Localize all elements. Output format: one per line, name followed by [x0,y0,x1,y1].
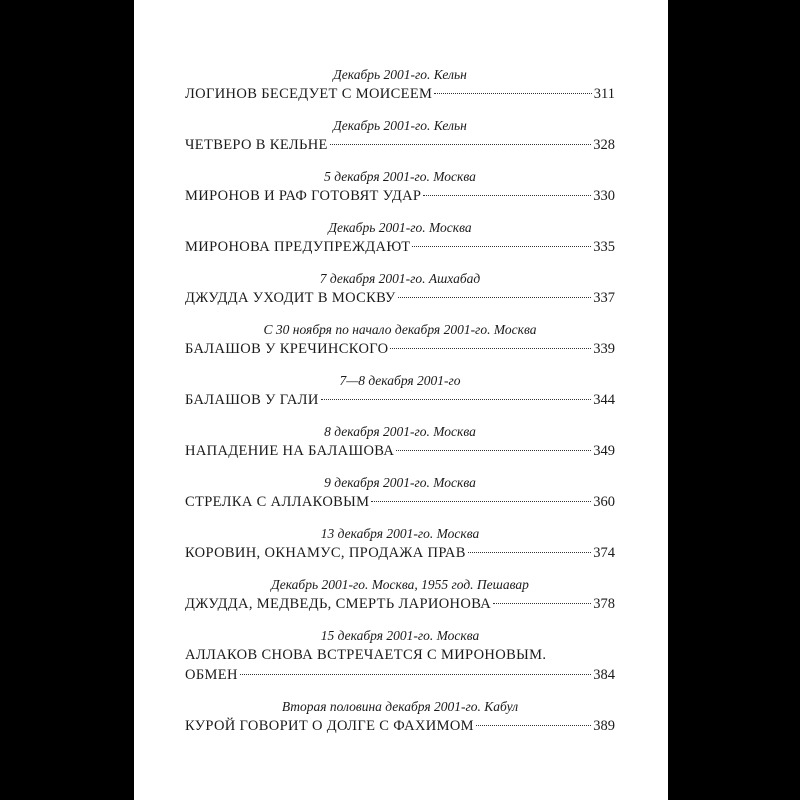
toc-entry-dateline: Декабрь 2001-го. Кельн [333,67,467,82]
toc-leader-dots [396,450,591,451]
toc-entry[interactable] [185,66,615,104]
toc-leader-dots [468,552,591,553]
toc-entry-title: ЧЕТВЕРО В КЕЛЬНЕ [185,137,328,153]
toc-entry-row [185,288,615,308]
toc-leader-dots [330,144,592,145]
toc-entry-page: 349 [593,443,615,459]
toc-entry-page: 328 [593,137,615,153]
toc-entry-row [185,716,615,736]
toc-leader-dots [240,674,591,675]
right-black-margin [668,0,800,800]
toc-entry-title: МИРОНОВА ПРЕДУПРЕЖДАЮТ [185,239,411,255]
toc-entry-title: БАЛАШОВ У КРЕЧИНСКОГО [185,341,389,357]
toc-entry-dateline: Декабрь 2001-го. Кельн [333,118,467,133]
toc-entry-page: 389 [593,718,615,734]
toc-entry[interactable] [185,270,615,308]
toc-entry-dateline: Декабрь 2001-го. Москва [328,220,472,235]
toc-entry[interactable] [185,423,615,461]
toc-entry-title: НАПАДЕНИЕ НА БАЛАШОВА [185,443,395,459]
toc-leader-dots [321,399,592,400]
toc-leader-dots [371,501,591,502]
toc-entry-row [185,594,615,614]
toc-entry-page: 344 [593,392,615,408]
toc-entry-page: 384 [593,667,615,683]
toc-entry-title: МИРОНОВ И РАФ ГОТОВЯТ УДАР [185,188,422,204]
table-of-contents [185,66,615,749]
toc-entry[interactable] [185,627,615,685]
toc-entry-title: ДЖУДДА УХОДИТ В МОСКВУ [185,290,396,306]
book-page [134,0,668,800]
toc-entry[interactable] [185,117,615,155]
toc-entry-title: ЛОГИНОВ БЕСЕДУЕТ С МОИСЕЕМ [185,86,433,102]
toc-entry[interactable] [185,525,615,563]
toc-entry-row [185,441,615,461]
toc-leader-dots [390,348,591,349]
toc-entry-title: ОБМЕН [185,667,238,683]
toc-entry[interactable] [185,372,615,410]
toc-leader-dots [476,725,591,726]
toc-leader-dots [434,93,591,94]
toc-entry-dateline: 7—8 декабря 2001-го [339,373,461,388]
toc-entry[interactable] [185,576,615,614]
toc-leader-dots [412,246,591,247]
toc-entry[interactable] [185,474,615,512]
toc-entry-page: 311 [593,86,615,102]
toc-leader-dots [493,603,591,604]
toc-entry-row [185,390,615,410]
toc-entry-row [185,339,615,359]
toc-entry-dateline: 8 декабря 2001-го. Москва [324,424,476,439]
toc-entry-row [185,543,615,563]
toc-entry-dateline: 5 декабря 2001-го. Москва [324,169,476,184]
toc-entry-title: СТРЕЛКА С АЛЛАКОВЫМ [185,494,370,510]
toc-entry-title: ДЖУДДА, МЕДВЕДЬ, СМЕРТЬ ЛАРИОНОВА [185,596,492,612]
toc-leader-dots [423,195,591,196]
toc-entry-page: 360 [593,494,615,510]
toc-entry-page: 337 [593,290,615,306]
toc-entry-title: КУРОЙ ГОВОРИТ О ДОЛГЕ С ФАХИМОМ [185,718,474,734]
toc-entry-page: 339 [593,341,615,357]
toc-entry-dateline: 9 декабря 2001-го. Москва [324,475,476,490]
toc-entry[interactable] [185,168,615,206]
toc-entry-title: БАЛАШОВ У ГАЛИ [185,392,319,408]
toc-entry[interactable] [185,698,615,736]
toc-leader-dots [398,297,592,298]
toc-entry-page: 378 [593,596,615,612]
toc-entry-dateline: 13 декабря 2001-го. Москва [320,526,480,541]
toc-entry-dateline: С 30 ноября по начало декабря 2001-го. Москва [263,322,537,337]
toc-entry-title: КОРОВИН, ОКНАМУС, ПРОДАЖА ПРАВ [185,545,466,561]
toc-entry-dateline: 7 декабря 2001-го. Ашхабад [319,271,481,286]
toc-entry[interactable] [185,321,615,359]
toc-entry-page: 335 [593,239,615,255]
toc-entry-dateline: Вторая половина декабря 2001-го. Кабул [281,699,519,714]
toc-entry[interactable] [185,219,615,257]
toc-entry-row [185,492,615,512]
toc-entry-page: 330 [593,188,615,204]
toc-entry-title-line1: АЛЛАКОВ СНОВА ВСТРЕЧАЕТСЯ С МИРОНОВЫМ. [185,647,547,663]
toc-entry-dateline: 15 декабря 2001-го. Москва [320,628,480,643]
toc-entry-page: 374 [593,545,615,561]
toc-entry-row [185,237,615,257]
toc-entry-row [185,84,615,104]
toc-entry-row [185,135,615,155]
left-black-margin [0,0,134,800]
toc-entry-dateline: Декабрь 2001-го. Москва, 1955 год. Пешавар [271,577,529,592]
toc-entry-row [185,665,615,685]
toc-entry-row [185,186,615,206]
